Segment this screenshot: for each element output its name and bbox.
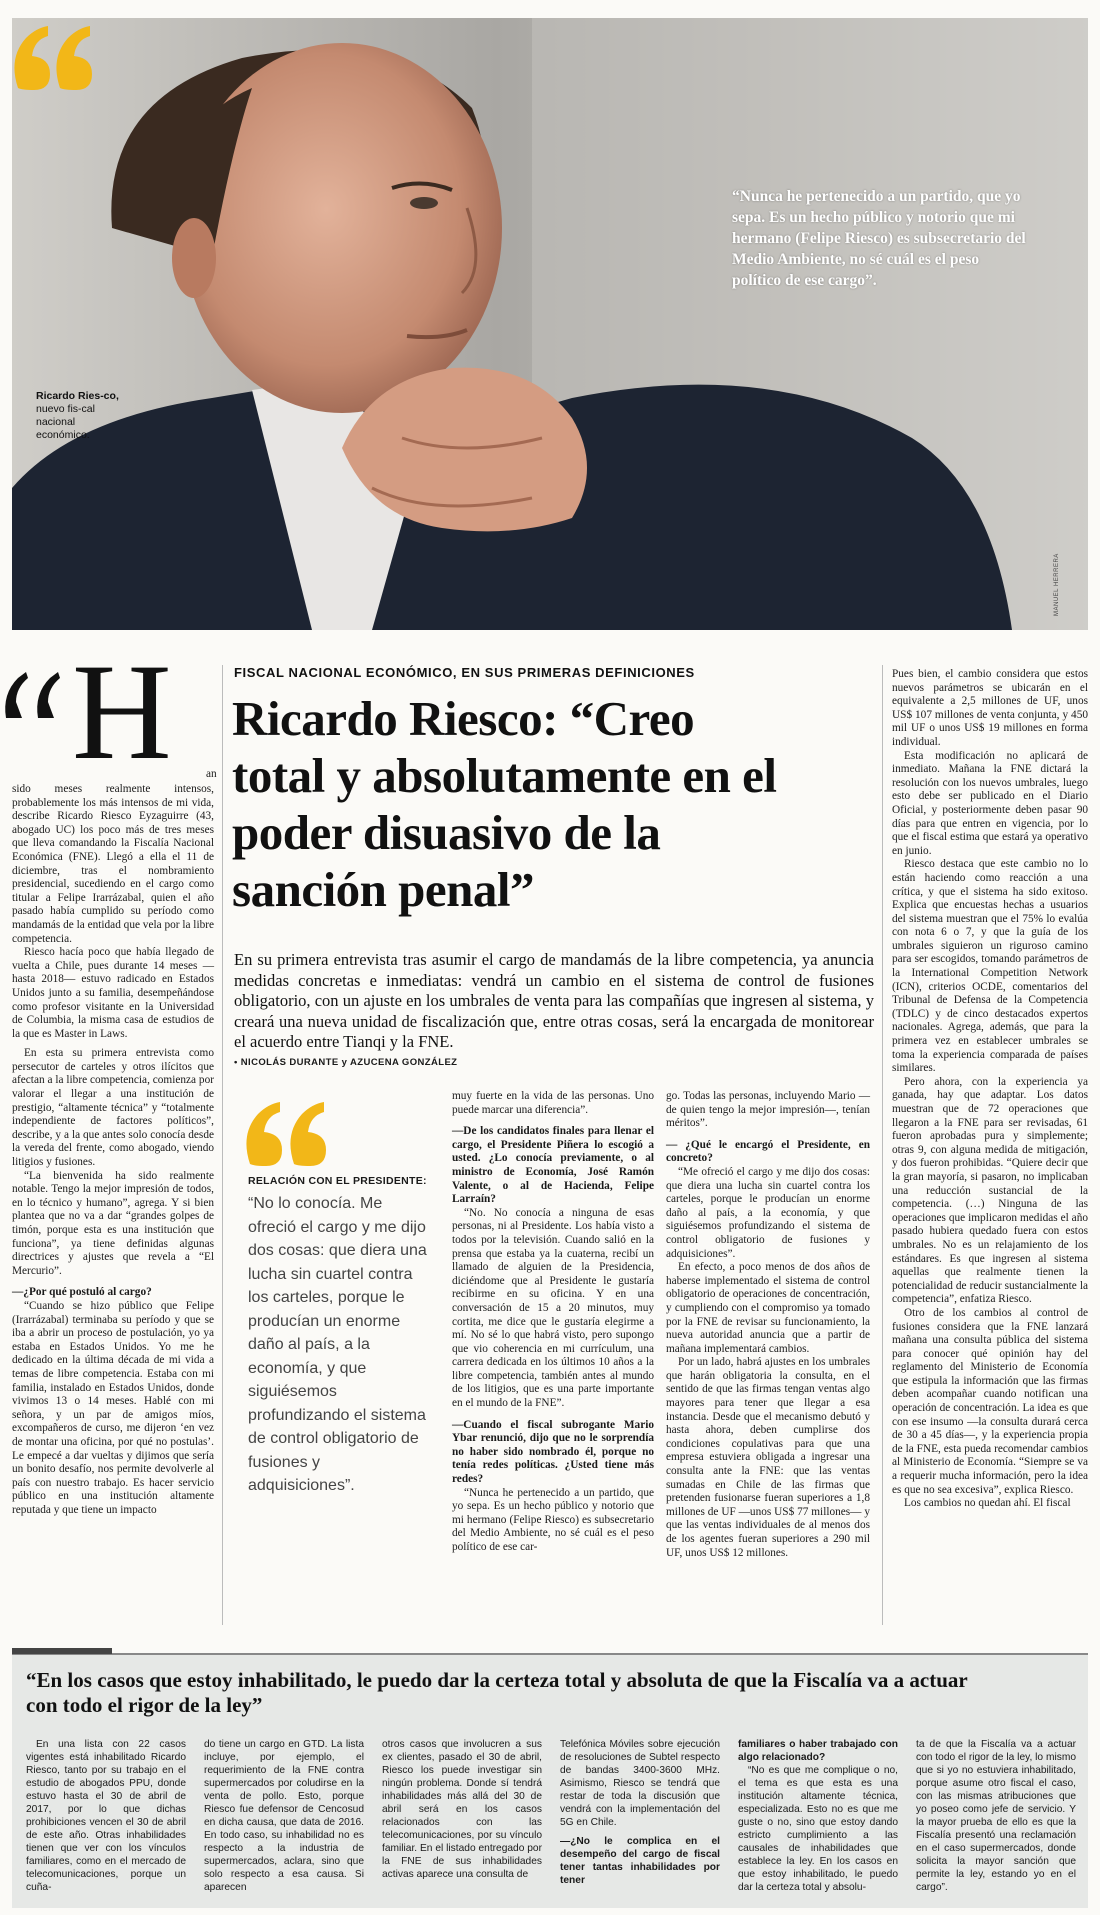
photo-quote: “Nunca he pertenecido a un partido, que yo sepa. Es un hecho público y notorio que mi hermano (Felipe Riesco) es subsecretario del Medio Ambiente, no sé cuál es el peso político de ese cargo”. bbox=[732, 188, 1026, 289]
quote-mark-icon bbox=[12, 18, 94, 98]
sidebar-label: RELACIÓN CON EL PRESIDENTE: bbox=[248, 1175, 427, 1187]
paragraph: En esta su primera entrevista como persecutor de carteles y otros ilícitos que afectan a la libre competencia, comienza por valorar el llegar a una institución de prestigio, “altamente técnica” y “totalmente independiente de factores políticos”, describe, y a la que antes solo conocía desde la vereda del frente, como abogado, viendo litigios y fusiones. bbox=[12, 1047, 214, 1169]
column-5 bbox=[892, 668, 1088, 1511]
byline: • NICOLÁS DURANTE y AZUCENA GONZÁLEZ bbox=[234, 1057, 458, 1068]
paragraph: go. Todas las personas, incluyendo Mario —de quien tengo la mejor impresión—, tenían méritos”. bbox=[666, 1090, 870, 1130]
dropcap-tail: an bbox=[206, 768, 217, 780]
box-column-6 bbox=[916, 1738, 1076, 1894]
caption-name: Ricardo Ries-co, bbox=[36, 390, 119, 402]
paragraph: do tiene un cargo en GTD. La lista incluye, por ejemplo, el requerimiento de la FNE contra supermercados por coludirse en la venta de pollo. Esto, porque Riesco fue defensor de Cencosud en dicha causa, que data de 2016. En todo caso, su inhabilidad no es respecto a la industria de supermercados, aclara, sino que solo respecto a esa causa. Si aparecen bbox=[204, 1739, 364, 1893]
paragraph: “Cuando se hizo público que Felipe (Irarrázabal) terminaba su período y que se iba a abrir un proceso de postulación, yo ya estaba en Estados Unidos. Yo me he dedicado en la última década de mi vida a temas de libre competencia. Estaba con mi familia, instalado en Estados Unidos, donde vivimos 13 o 14 meses. Hablé con mi señora, y un par de amigos míos, excompañeros de curso, me dijeron ‘en vez de montar una oficina, por qué no postulas’. Le empecé a dar vueltas y dijimos que sería un bonito desafío, nos permite devolverle al país con nuestro trabajo. Es hacer servicio público en una institución altamente reputada y que tiene un impacto bbox=[12, 1299, 214, 1516]
paragraph: Riesco hacía poco que había llegado de vuelta a Chile, pues durante 14 meses —hasta 2018— estuvo radicado en Estados Unidos junto a su familia, desempeñándose como profesor visitante en la Universidad de Columbia, la misma casa de estudios de la que es Master in Laws. bbox=[12, 946, 214, 1040]
paragraph: ta de que la Fiscalía va a actuar con todo el rigor de la ley, lo mismo que si yo no estuviera inhabilitado, porque asume otro fiscal el caso, con las mismas atribuciones que yo poseo como jefe de servicio. Y la mayor prueba de ello es que la Fiscalía presentó una reclamación en el caso supermercados, donde solicita la mayor sanción que permite la ley, estando yo en el cargo”. bbox=[916, 1739, 1076, 1893]
sidebar-quote: “No lo conocía. Me ofreció el cargo y me dijo dos cosas: que diera una lucha sin cuartel contra los carteles, porque le producían un enorme daño al país, a la economía, y que siguiésemos profundizando el sistema de control obligatorio de fusiones y adquisiciones”. bbox=[248, 1195, 427, 1494]
paragraph: sido meses realmente intensos, probablemente los más intensos de mi vida, describe Ricardo Riesco Eyzaguirre (43, abogado UC) los poco más de tres meses que lleva comandando la Fiscalía Nacional Económica (FNE). Llegó a ella el 11 de diciembre, tras el nombramiento presidencial, sucediendo en el cargo como titular a Felipe Irarrázabal, quien el año pasado había cumplido su período como mandamás de la entidad que vela por la libre competencia. bbox=[12, 783, 215, 945]
box-title: “En los casos que estoy inhabilitado, le puedo dar la certeza total y absoluta de que la Fiscalía va a actuar con todo el rigor de la ley” bbox=[26, 1668, 968, 1717]
paragraph: Pues bien, el cambio considera que estos nuevos parámetros se ubicarán en el equivalente a 2,5 millones de UF, unos US$ 107 millones de venta conjunta, y 450 mil UF o unos US$ 19 millones en forma individual. bbox=[892, 668, 1088, 748]
quote-mark-icon bbox=[244, 1098, 330, 1168]
caption-text: nuevo fis-cal nacional económico. bbox=[36, 403, 95, 441]
interview-question: —¿No le complica en el desempeño del cargo de fiscal tener tantas inhabilidades por tener bbox=[560, 1836, 720, 1886]
paragraph: “No es que me complique o no, el tema es que esta es una institución altamente técnica, especializada. Esto no es que me guste o no, sino que estoy dando estricto cumplimiento a las causales de inhabilidades que establece la ley. En los casos en que estoy inhabilitado, le puedo dar la certeza total y absolu- bbox=[738, 1765, 898, 1893]
box-column-5 bbox=[738, 1738, 898, 1894]
interview-question: —Cuando el fiscal subrogante Mario Ybar renunció, dijo que no le sorprendía no haber sido nombrado él, porque no tenía redes políticas. ¿Usted tiene más redes? bbox=[452, 1418, 654, 1486]
paragraph: “Me ofreció el cargo y me dijo dos cosas: que diera una lucha sin cuartel contra los carteles, porque le producían un enorme daño al país, a la economía, y que siguiésemos profundizando el sistema de control obligatorio de fusiones y adquisiciones”. bbox=[666, 1165, 870, 1260]
column-3 bbox=[452, 1090, 654, 1555]
lede: En su primera entrevista tras asumir el cargo de mandamás de la libre competencia, ya anuncia medidas concretas e inmediatas: vendrá un cambio en el sistema de control de fusiones obligatorio, con un ajuste en los umbrales de venta para las compañías que ingresen al sistema, y creará una nueva unidad de fiscalización que, entre otras cosas, será la encargada de monitorear el acuerdo entre Tianqi y la FNE. bbox=[234, 950, 874, 1052]
paragraph: Riesco destaca que este cambio no lo están haciendo como reacción a una crítica, y que el sistema ha sido exitoso. Explica que encuestas hechas a usuarios del sistema muestran que el 75% lo evalúa con nota 6 o 7, y que la guía de los umbrales siguieron un riguroso camino para ser escogidos, tomando parámetros de la International Competition Network (ICN), criterios OCDE, comentarios del Tribunal de Defensa de la Competencia (TDLC) y de cinco destacados expertos nacionales. Agrega, además, que para la primera vez en establecer umbrales se toma la experiencia comparada de países similares. bbox=[892, 858, 1088, 1075]
paragraph: “La bienvenida ha sido realmente notable. Tengo la mejor impresión de todos, en lo técnico y humano”, agrega. Y si bien plantea que no va a dar “grandes golpes de timón, porque esta es una institución que funciona”, ya tiene definidas algunas directrices y ajustes que revela a “El Mercurio”. bbox=[12, 1169, 214, 1277]
paragraph: “Nunca he pertenecido a un partido, que yo sepa. Es un hecho público y notorio que mi hermano (Felipe Riesco) es subsecretario del Medio Ambiente, no sé cuál es el peso político de ese car- bbox=[452, 1486, 654, 1553]
photo-caption bbox=[36, 390, 124, 442]
interview-question: — ¿Qué le encargó el Presidente, en concreto? bbox=[666, 1138, 870, 1165]
column-4 bbox=[666, 1090, 870, 1560]
kicker: FISCAL NACIONAL ECONÓMICO, EN SUS PRIMERAS DEFINICIONES bbox=[234, 665, 695, 680]
box-column-3 bbox=[382, 1738, 542, 1881]
paragraph: Otro de los cambios al control de fusiones considera que la FNE lanzará mañana una consulta pública del sistema para conocer qué opinión hay del reglamento del Ministerio de Economía que estipula la información que las firmas deben acompañar cuando notifican una operación de concentración. La idea es que con ese insumo —la consulta durará cerca de 30 a 45 días—, y la experiencia propia de la FNE, esta pueda recomendar cambios al Ministerio de Economía. “Siempre se va a requerir mucha información, pero la idea es que no sea excesiva”, explica Riesco. bbox=[892, 1306, 1088, 1496]
box-column-2 bbox=[204, 1738, 364, 1894]
paragraph: Pero ahora, con la experiencia ya ganada, hay que adaptar. Los datos muestran que de 72 operaciones que llegaron a la FNE para ser revisadas, 61 fueron aprobadas pura y simplemente; otras 9, con alguna medida de mitigación, y dos fueron prohibidas. “Quiere decir que la gran mayoría, si pasaron, no implicaban una reducción sustancial de la competencia. (…) Ninguna de las operaciones que implicaron medidas el año pasado hubiera quedado fuera con estos umbrales. No es un relajamiento de los estándares. Es que ingresen al sistema aquellas que realmente tienen la potencialidad de reducir sustancialmente la competencia”, enfatiza Riesco. bbox=[892, 1075, 1088, 1306]
paragraph: En una lista con 22 casos vigentes está inhabilitado Ricardo Riesco, tanto por su trabajo en el estudio de abogados PPU, donde estuvo hasta el 30 de abril de 2017, por lo que dichas prohibiciones vencen el 30 de abril de este año. Otras inhabilidades tienen que ver con los vínculos familiares, como en el mercado de telecomunicaciones, porque un cuña- bbox=[26, 1739, 186, 1893]
column-divider bbox=[882, 665, 883, 1625]
paragraph: otros casos que involucren a sus ex clientes, pasado el 30 de abril, Riesco los puede investigar sin ningún problema. Donde sí tendrá inhabilidades más allá del 30 de abril será en los casos relacionados con las telecomunicaciones, por su vínculo familiar. En el listado entregado por la FNE de sus inhabilidades activas aparece una consulta de bbox=[382, 1739, 542, 1880]
interview-question: familiares o haber trabajado con algo relacionado? bbox=[738, 1739, 898, 1763]
headline: Ricardo Riesco: “Creo total y absolutamente en el poder disuasivo de la sanción penal” bbox=[232, 691, 777, 917]
paragraph: Esta modificación no aplicará de inmediato. Mañana la FNE dictará la resolución con los nuevos umbrales, luego esto debe ser publicado en el Diario Oficial, y posteriormente deben pasar 90 días para que entren en vigencia, por lo que el fiscal estima que estará ya operativo en junio. bbox=[892, 749, 1088, 857]
column-1 bbox=[12, 783, 214, 1517]
dropcap-letter: H bbox=[72, 635, 172, 788]
paragraph: Por un lado, habrá ajustes en los umbrales que harán obligatoria la consulta, en el sentido de que las firmas tengan ventas algo mayores para tener que llegar a esa instancia. Desde que el mecanismo debutó y hasta ahora, deben cumplirse dos condiciones copulativas para que una empresa estuviera obligada a ingresar una consulta ante la FNE: que las ventas sumadas en Chile de las firmas que pretenden fusionarse fueran superiores a 1,8 millones de UF —unos US$ 77 millones— y que las ventas individuales de al menos dos de los agentes fueran superiores a 290 mil UF, unos US$ 12 millones. bbox=[666, 1356, 870, 1559]
column-divider bbox=[222, 665, 223, 1625]
box-accent-bar bbox=[12, 1648, 112, 1654]
hero-photo bbox=[12, 18, 1088, 630]
paragraph: En efecto, a poco menos de dos años de haberse implementado el sistema de control obligatorio de operaciones de concentración, y cumpliendo con el compromiso ya tomado por la FNE de revisar su funcionamiento, la nueva autoridad anuncia que a partir de mañana implementará cambios. bbox=[666, 1261, 870, 1355]
dropcap-quote-icon bbox=[2, 668, 68, 720]
paragraph: muy fuerte en la vida de las personas. Uno puede marcar una diferencia”. bbox=[452, 1090, 654, 1116]
portrait-illustration bbox=[12, 18, 1088, 630]
interview-question: —¿Por qué postuló al cargo? bbox=[12, 1286, 152, 1299]
box-column-4 bbox=[560, 1738, 720, 1887]
photo-credit: MANUEL HERRERA bbox=[1054, 553, 1060, 616]
paragraph: Telefónica Móviles sobre ejecución de resoluciones de Subtel respecto de bandas 3400-3600 MHz. Asimismo, Riesco se tendrá que restar de toda la discusión que vendrá con la implementación del 5G en Chile. bbox=[560, 1739, 720, 1828]
paragraph: “No. No conocía a ninguna de esas personas, ni al Presidente. Los había visto a todos por la televisión. Cuando salió en la prensa que estaba ya la cuaterna, recibí un llamado de alguien de la Presidencia, diciéndome que al Presidente le gustaría recibirme en su oficina. Y en una conversación de 15 a 20 minutos, muy cortita, me dice que le gustaría elegirme a mí. No sé lo que habrá visto, pero supongo que vio coherencia en mi currículum, una carrera dedicada en los últimos 10 años a la libre competencia, también antes al mundo de los litigios, que es una parte importante en el mundo de la FNE”. bbox=[452, 1206, 654, 1410]
interview-question: —De los candidatos finales para llenar el cargo, el Presidente Piñera lo escogió a usted. ¿Lo conocía previamente, o al ministro de Economía, José Ramón Valente, o al de Hacienda, Felipe Larraín? bbox=[452, 1125, 654, 1206]
paragraph: Los cambios no quedan ahí. El fiscal bbox=[904, 1497, 1071, 1510]
box-column-1 bbox=[26, 1738, 186, 1894]
